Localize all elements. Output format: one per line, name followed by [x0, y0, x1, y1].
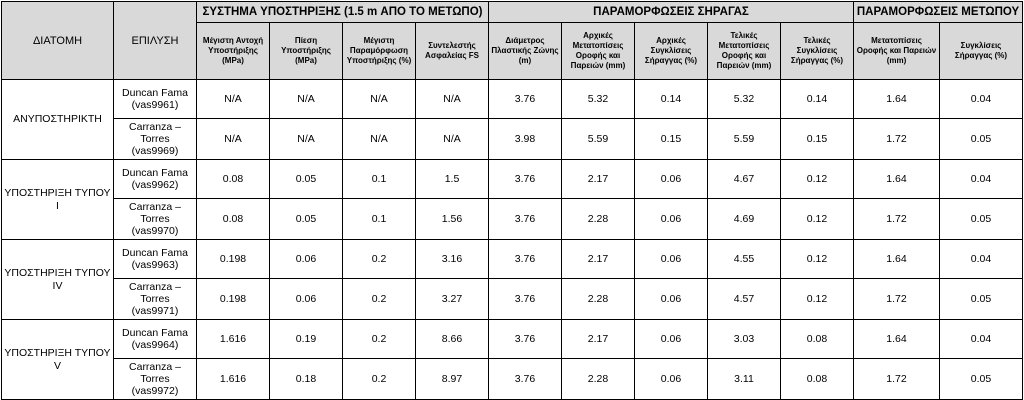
value-cell: 0.198: [197, 279, 270, 320]
sub-header: Τελικές Μετατοπίσεις Οροφής και Παρειών (mm): [708, 23, 781, 80]
value-cell: 5.59: [708, 119, 781, 160]
col-solution-header: ΕΠΙΛΥΣΗ: [114, 2, 197, 80]
value-cell: 3.76: [489, 160, 562, 199]
col-section-header: ΔΙΑΤΟΜΗ: [2, 2, 114, 80]
table-row: [2, 240, 1023, 279]
sub-header: Αρχικές Συγκλίσεις Σήραγγας (%): [635, 23, 708, 80]
value-cell: 0.04: [940, 160, 1023, 199]
value-cell: 1.64: [854, 160, 940, 199]
value-cell: N/A: [197, 80, 270, 119]
value-cell: 0.06: [635, 279, 708, 320]
value-cell: 0.08: [197, 199, 270, 240]
sub-header: Πίεση Υποστήριξης (MPa): [270, 23, 343, 80]
value-cell: 4.69: [708, 199, 781, 240]
solution-method: Duncan Fama (vas9963): [114, 240, 197, 279]
value-cell: 0.08: [197, 160, 270, 199]
value-cell: 0.12: [781, 160, 854, 199]
value-cell: 0.06: [635, 359, 708, 400]
value-cell: 3.27: [416, 279, 489, 320]
value-cell: 1.72: [854, 199, 940, 240]
sub-header: Αρχικές Μετατοπίσεις Οροφής και Παρειών (mm): [562, 23, 635, 80]
value-cell: 1.64: [854, 240, 940, 279]
solution-method: Carranza – Torres (vas9969): [114, 119, 197, 160]
solution-method: Carranza – Torres (vas9970): [114, 199, 197, 240]
value-cell: 8.97: [416, 359, 489, 400]
section-name: ΑΝΥΠΟΣΤΗΡΙΚΤΗ: [2, 80, 114, 160]
table-row: [2, 119, 1023, 160]
value-cell: 3.98: [489, 119, 562, 160]
value-cell: 0.08: [781, 320, 854, 359]
value-cell: N/A: [270, 119, 343, 160]
value-cell: 2.17: [562, 240, 635, 279]
solution-method: Carranza – Torres (vas9971): [114, 279, 197, 320]
value-cell: N/A: [343, 119, 416, 160]
value-cell: 1.64: [854, 80, 940, 119]
sub-header: Συντελεστής Ασφαλείας FS: [416, 23, 489, 80]
value-cell: 0.06: [270, 240, 343, 279]
value-cell: 1.72: [854, 279, 940, 320]
table-row: [2, 80, 1023, 119]
table-row: [2, 359, 1023, 400]
value-cell: 0.05: [940, 199, 1023, 240]
sub-header: Μέγιστη Αντοχή Υποστήριξης (MPa): [197, 23, 270, 80]
value-cell: 3.76: [489, 80, 562, 119]
value-cell: N/A: [343, 80, 416, 119]
value-cell: 0.12: [781, 199, 854, 240]
solution-method: Duncan Fama (vas9961): [114, 80, 197, 119]
value-cell: N/A: [270, 80, 343, 119]
value-cell: 0.06: [635, 160, 708, 199]
value-cell: 0.12: [781, 240, 854, 279]
value-cell: 2.28: [562, 279, 635, 320]
value-cell: 0.15: [781, 119, 854, 160]
value-cell: 5.59: [562, 119, 635, 160]
value-cell: 8.66: [416, 320, 489, 359]
value-cell: 0.2: [343, 359, 416, 400]
value-cell: 1.72: [854, 359, 940, 400]
value-cell: 1.616: [197, 320, 270, 359]
solution-method: Carranza – Torres (vas9972): [114, 359, 197, 400]
value-cell: 3.76: [489, 320, 562, 359]
value-cell: 0.05: [940, 279, 1023, 320]
value-cell: 0.19: [270, 320, 343, 359]
tunnel-deformation-group-header: ΠΑΡΑΜΟΡΦΩΣΕΙΣ ΣΗΡΑΓΑΣ: [489, 2, 854, 23]
value-cell: 0.06: [635, 320, 708, 359]
table-row: [2, 199, 1023, 240]
sub-header: Τελικές Συγκλίσεις Σήραγγας (%): [781, 23, 854, 80]
value-cell: 3.11: [708, 359, 781, 400]
table-body: [2, 80, 1023, 400]
value-cell: 0.14: [635, 80, 708, 119]
value-cell: 1.616: [197, 359, 270, 400]
value-cell: 0.04: [940, 320, 1023, 359]
solution-method: Duncan Fama (vas9962): [114, 160, 197, 199]
value-cell: 4.55: [708, 240, 781, 279]
value-cell: 0.06: [270, 279, 343, 320]
value-cell: 0.15: [635, 119, 708, 160]
value-cell: 2.17: [562, 320, 635, 359]
value-cell: 0.1: [343, 160, 416, 199]
solution-method: Duncan Fama (vas9964): [114, 320, 197, 359]
value-cell: 1.64: [854, 320, 940, 359]
sub-header: Μετατοπίσεις Οροφής και Παρειών (mm): [854, 23, 940, 80]
value-cell: 3.76: [489, 359, 562, 400]
value-cell: 0.05: [940, 359, 1023, 400]
value-cell: 0.06: [635, 240, 708, 279]
value-cell: 1.56: [416, 199, 489, 240]
value-cell: 0.05: [270, 199, 343, 240]
value-cell: 1.72: [854, 119, 940, 160]
value-cell: 0.06: [635, 199, 708, 240]
value-cell: 0.2: [343, 240, 416, 279]
value-cell: 0.2: [343, 320, 416, 359]
support-group-header: ΣΥΣΤΗΜΑ ΥΠΟΣΤΗΡΙΞΗΣ (1.5 m ΑΠΟ ΤΟ ΜΕΤΩΠΟ): [197, 2, 489, 23]
sub-header: Διάμετρος Πλαστικής Ζώνης (m): [489, 23, 562, 80]
sub-header: Μέγιστη Παραμόρφωση Υποστήριξης (%): [343, 23, 416, 80]
value-cell: N/A: [416, 119, 489, 160]
value-cell: 1.5: [416, 160, 489, 199]
value-cell: 2.28: [562, 359, 635, 400]
value-cell: 3.76: [489, 240, 562, 279]
value-cell: 0.04: [940, 240, 1023, 279]
value-cell: 0.1: [343, 199, 416, 240]
value-cell: 0.05: [940, 119, 1023, 160]
table-row: [2, 279, 1023, 320]
value-cell: 3.76: [489, 199, 562, 240]
section-name: ΥΠΟΣΤΗΡΙΞΗ ΤΥΠΟΥ V: [2, 320, 114, 400]
value-cell: 0.18: [270, 359, 343, 400]
value-cell: 3.76: [489, 279, 562, 320]
value-cell: 0.08: [781, 359, 854, 400]
section-name: ΥΠΟΣΤΗΡΙΞΗ ΤΥΠΟΥ I: [2, 160, 114, 240]
value-cell: N/A: [416, 80, 489, 119]
value-cell: N/A: [197, 119, 270, 160]
value-cell: 0.198: [197, 240, 270, 279]
results-table: [1, 1, 1023, 400]
value-cell: 4.67: [708, 160, 781, 199]
face-deformation-group-header: ΠΑΡΑΜΟΡΦΩΣΕΙΣ ΜΕΤΩΠΟΥ: [854, 2, 1023, 23]
value-cell: 0.2: [343, 279, 416, 320]
value-cell: 5.32: [562, 80, 635, 119]
table-row: [2, 160, 1023, 199]
value-cell: 0.04: [940, 80, 1023, 119]
table-row: [2, 320, 1023, 359]
value-cell: 2.28: [562, 199, 635, 240]
value-cell: 3.16: [416, 240, 489, 279]
sub-header: Συγκλίσεις Σήραγγας (%): [940, 23, 1023, 80]
value-cell: 0.14: [781, 80, 854, 119]
section-name: ΥΠΟΣΤΗΡΙΞΗ ΤΥΠΟΥ IV: [2, 240, 114, 320]
value-cell: 3.03: [708, 320, 781, 359]
value-cell: 0.12: [781, 279, 854, 320]
value-cell: 0.05: [270, 160, 343, 199]
value-cell: 2.17: [562, 160, 635, 199]
value-cell: 4.57: [708, 279, 781, 320]
value-cell: 5.32: [708, 80, 781, 119]
